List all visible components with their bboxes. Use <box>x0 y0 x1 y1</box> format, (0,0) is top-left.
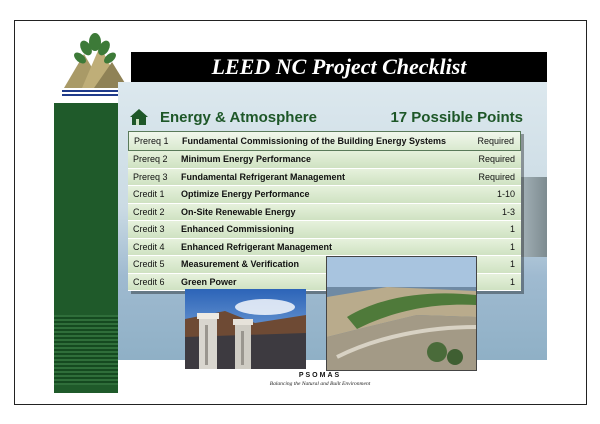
checklist-points: Required <box>478 154 515 165</box>
checklist-points: Required <box>478 171 515 182</box>
checklist-code: Credit 5 <box>133 259 165 270</box>
dam-photo-graphic <box>185 289 306 369</box>
checklist-code: Prereq 2 <box>133 154 168 165</box>
checklist-code: Credit 1 <box>133 189 165 200</box>
checklist-item: Enhanced Refrigerant Management <box>181 241 333 252</box>
checklist-points: 1 <box>509 241 515 252</box>
checklist-item: On-Site Renewable Energy <box>181 206 296 217</box>
checklist-item: Optimize Energy Performance <box>181 189 310 200</box>
checklist-code: Prereq 3 <box>133 171 168 182</box>
side-bar-pattern <box>54 315 118 385</box>
checklist-points: 1-3 <box>501 206 515 217</box>
checklist-code: Credit 2 <box>133 206 165 217</box>
checklist-points: 1-10 <box>496 189 515 200</box>
checklist-points: Required <box>477 136 514 146</box>
footer <box>240 372 400 387</box>
checklist-row <box>128 239 521 257</box>
company-brand: PSOMAS <box>298 372 342 379</box>
background-building <box>517 177 547 257</box>
checklist-code: Credit 6 <box>133 276 165 287</box>
side-green-bar <box>54 103 118 393</box>
checklist-item: Measurement & Verification <box>181 259 300 270</box>
checklist-item: Fundamental Refrigerant Management <box>181 171 346 182</box>
aerial-photo-graphic <box>327 257 476 370</box>
checklist-points: 1 <box>509 276 515 287</box>
checklist-row <box>128 169 521 187</box>
slide-title: LEED NC Project Checklist <box>131 52 547 82</box>
checklist-row <box>128 151 521 169</box>
checklist-row <box>128 221 521 239</box>
checklist-item: Enhanced Commissioning <box>181 224 295 235</box>
possible-points: 17 Possible Points <box>390 108 523 126</box>
section-title: Energy & Atmosphere <box>160 108 317 126</box>
checklist-code: Credit 3 <box>133 224 165 235</box>
checklist-item: Fundamental Commissioning of the Building Energy Systems <box>182 136 447 146</box>
checklist-row <box>128 204 521 222</box>
checklist-code: Credit 4 <box>133 241 165 252</box>
checklist-row <box>128 186 521 204</box>
checklist-points: 1 <box>509 259 515 270</box>
dam-photo <box>185 289 306 369</box>
checklist-row <box>128 131 521 151</box>
checklist-code: Prereq 1 <box>134 136 169 146</box>
building-icon <box>128 107 150 127</box>
checklist-item: Green Power <box>181 276 237 287</box>
checklist-item: Minimum Energy Performance <box>181 154 312 165</box>
company-tagline: Balancing the Natural and Built Environment <box>269 381 371 387</box>
checklist-points: 1 <box>509 224 515 235</box>
aerial-photo <box>326 256 477 371</box>
section-heading <box>128 104 523 130</box>
